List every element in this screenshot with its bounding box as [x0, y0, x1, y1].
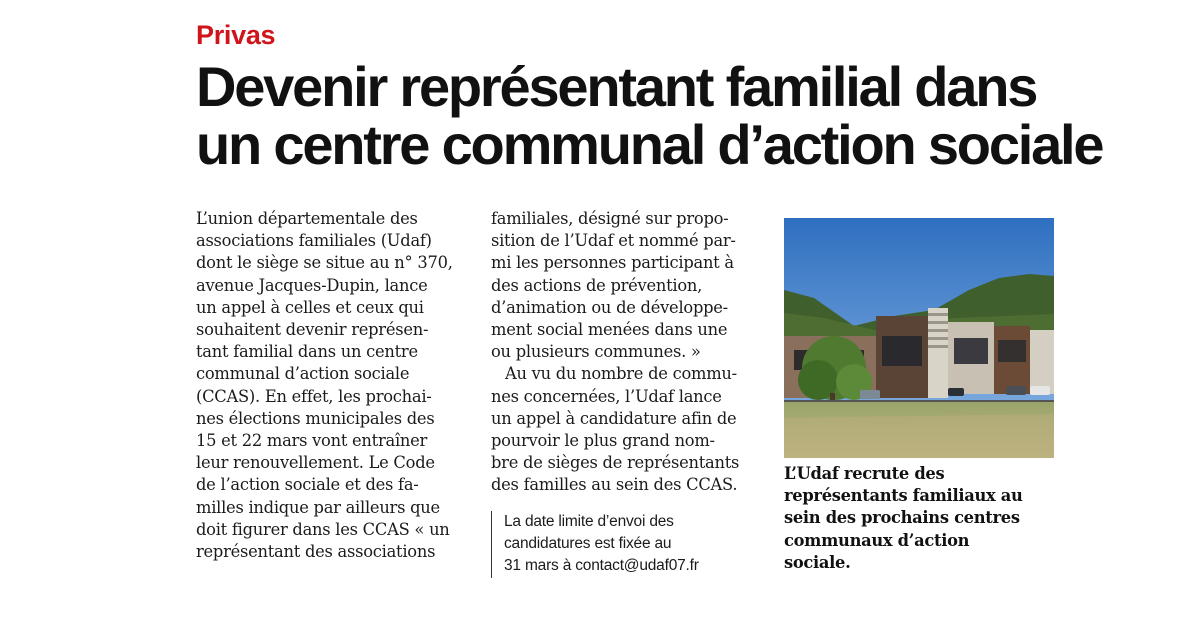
body-line: souhaitent devenir représen-	[196, 320, 429, 340]
body-column-2	[491, 208, 766, 497]
body-line: représentant des associations	[196, 542, 436, 562]
caption-line: représentants familiaux au	[784, 486, 1023, 506]
headline	[196, 55, 1186, 176]
photo-caption	[784, 463, 1074, 574]
body-line: 15 et 22 mars vont entraîner	[196, 431, 428, 451]
body-line: associations familiales (Udaf)	[196, 231, 432, 251]
body-line: communal d’action sociale	[196, 364, 410, 384]
body-line: d’animation ou de développe-	[491, 297, 728, 317]
body-line: Au vu du nombre de commu-	[505, 364, 737, 384]
body-line: L’union départementale des	[196, 209, 418, 228]
caption-line: sein des prochains centres	[784, 508, 1020, 528]
headline-line: Devenir représentant familial dans	[196, 55, 1037, 118]
body-line: leur renouvellement. Le Code	[196, 453, 435, 473]
body-line: ment social menées dans une	[491, 320, 728, 340]
body-line: nes élections municipales des	[196, 408, 435, 428]
body-line: doit figurer dans les CCAS « un	[196, 519, 450, 539]
section-kicker: Privas	[196, 20, 276, 50]
body-line: sition de l’Udaf et nommé par-	[491, 231, 736, 251]
body-line: bre de sièges de représentants	[491, 453, 740, 473]
body-line: un appel à candidature afin de	[491, 408, 737, 428]
body-line: de l’action sociale et des fa-	[196, 475, 419, 495]
body-line: avenue Jacques-Dupin, lance	[196, 275, 428, 295]
body-line: dont le siège se situe au n° 370,	[196, 253, 453, 273]
caption-line: L’Udaf recrute des	[784, 464, 945, 483]
body-line: ou plusieurs communes. »	[491, 342, 701, 362]
body-line: tant familial dans un centre	[196, 342, 418, 362]
note-line: La date limite d’envoi des	[504, 513, 674, 530]
caption-line: communaux d’action	[784, 530, 970, 550]
fence	[784, 400, 1054, 402]
body-column-1	[196, 208, 471, 563]
body-line: nes concernées, l’Udaf lance	[491, 386, 722, 406]
body-line: pourvoir le plus grand nom-	[491, 431, 715, 451]
deadline-note	[491, 511, 774, 578]
body-line: familiales, désigné sur propo-	[491, 209, 729, 228]
body-line: mi les personnes participant à	[491, 253, 734, 273]
body-line: milles indique par ailleurs que	[196, 497, 440, 517]
body-line: (CCAS). En effet, les prochai-	[196, 386, 432, 406]
body-line: des familles au sein des CCAS.	[491, 475, 738, 495]
note-line: 31 mars à contact@udaf07.fr	[504, 557, 699, 575]
note-line: candidatures est fixée au	[504, 535, 672, 553]
caption-line: sociale.	[784, 552, 851, 572]
headline-line: un centre communal d’action sociale	[196, 113, 1103, 176]
body-line: des actions de prévention,	[491, 275, 703, 295]
body-line: un appel à celles et ceux qui	[196, 297, 424, 317]
article-photo	[784, 218, 1054, 458]
